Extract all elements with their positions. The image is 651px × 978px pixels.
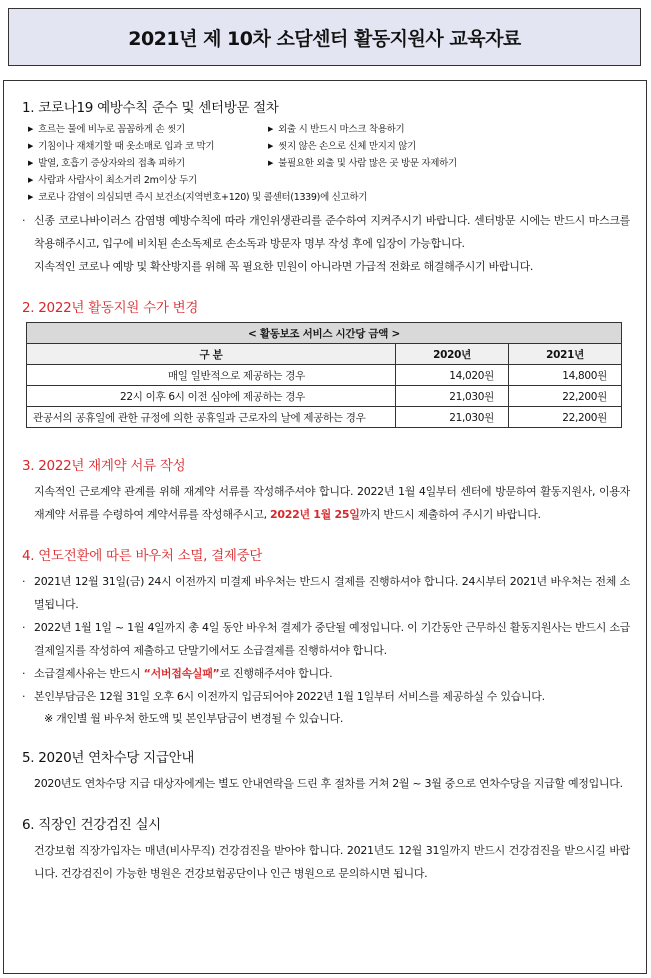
voucher-item: · 본인부담금은 12월 31일 오후 6시 이전까지 입금되어야 2022년 1월 1일부터 서비스를 제공하실 수 있습니다.	[22, 685, 630, 708]
rule-item: ▶ 외출 시 반드시 마스크 착용하기	[268, 124, 405, 135]
section-5-title: 5. 2020년 연차수당 지급안내	[22, 750, 195, 766]
dot-bullet-icon: ·	[22, 690, 26, 703]
dot-bullet-icon: ·	[22, 575, 26, 588]
document-title: 2021년 제 10차 소담센터 활동지원사 교육자료	[128, 27, 521, 50]
rule-item: ▶ 불필요한 외출 및 사람 많은 곳 방문 자제하기	[268, 158, 457, 169]
section-2-title: 2. 2022년 활동지원 수가 변경	[22, 300, 199, 316]
section-1-title: 1. 코로나19 예방수칙 준수 및 센터방문 절차	[22, 100, 279, 116]
section-fee-change	[22, 296, 630, 428]
table-cell: 관공서의 공휴일에 관한 규정에 의한 공휴일과 근로자의 날에 제공하는 경우	[27, 407, 396, 428]
annual-leave-paragraph: 2020년도 연차수당 지급 대상자에게는 별도 안내연락을 드린 후 절차를 거쳐 2월 ~ 3월 중으로 연차수당을 지급할 예정입니다.	[34, 777, 623, 790]
rule-item: ▶ 씻지 않은 손으로 신체 만지지 않기	[268, 141, 416, 152]
table-cell: 22,200원	[509, 386, 622, 407]
table-row	[27, 386, 622, 407]
table-row	[27, 407, 622, 428]
section-annual-leave	[22, 746, 630, 795]
content-body	[22, 96, 630, 885]
table-cell: 21,030원	[396, 386, 509, 407]
table-row	[27, 365, 622, 386]
rule-item: ▶ 사람과 사람사이 최소거리 2m이상 두기	[28, 175, 197, 186]
table-cell: 22,200원	[509, 407, 622, 428]
fee-table-header: 구 분	[27, 344, 396, 365]
health-check-paragraph: 건강보험 직장가입자는 매년(비사무직) 건강검진을 받아야 합니다. 2021년도 12월 31일까지 반드시 건강검진을 받으시길 바랍니다. 건강검진이 가능한 병원은 건강보험공단이나 인근 병원으로 문의하시면 됩니다.	[34, 844, 630, 880]
dot-bullet-icon: ·	[22, 621, 26, 634]
table-cell: 21,030원	[396, 407, 509, 428]
triangle-bullet-icon: ▶	[28, 193, 34, 201]
section-6-title: 6. 직장인 건강검진 실시	[22, 817, 161, 833]
section-health-check	[22, 813, 630, 885]
table-cell: 14,800원	[509, 365, 622, 386]
recontract-paragraph: 지속적인 근로계약 관계를 위해 재계약 서류를 작성해주셔야 합니다. 2022년 1월 4일부터 센터에 방문하여 활동지원사, 이용자 재계약 서류를 수령하여 계약서류를 작성해주시고, 2022년 1월 25일까지 반드시 제출하여 주시기 바랍니다.	[34, 485, 630, 521]
rule-item: ▶ 흐르는 물에 비누로 꼼꼼하게 손 씻기	[28, 124, 185, 135]
covid-visit-paragraph: · 신종 코로나바이러스 감염병 예방수칙에 따라 개인위생관리를 준수하여 지켜주시기 바랍니다. 센터방문 시에는 반드시 마스크를 착용해주시고, 입구에 비치된 손소독제로 손소독과 방문자 명부 작성 후에 입장이 가능합니다.	[22, 209, 630, 255]
covid-phone-paragraph: 지속적인 코로나 예방 및 확산방지를 위해 꼭 필요한 민원이 아니라면 가급적 전화로 해결해주시기 바랍니다.	[34, 260, 534, 273]
triangle-bullet-icon: ▶	[28, 176, 34, 184]
fee-table	[26, 322, 622, 428]
document-title-box	[8, 8, 641, 66]
covid-rules-list	[28, 122, 630, 205]
rule-item: ▶ 발열, 호흡기 증상자와의 접촉 피하기	[28, 158, 185, 169]
voucher-item: · 2022년 1월 1일 ~ 1월 4일까지 총 4일 동안 바우처 결제가 중단될 예정입니다. 이 기간동안 근무하신 활동지원사는 반드시 소급결제일지를 작성하여 제출하고 단말기에서도 소급결제를 진행하셔야 합니다.	[22, 616, 630, 662]
rule-item: ▶ 코로나 감염이 의심되면 즉시 보건소(지역번호+120) 및 콜센터(1339)에 신고하기	[28, 192, 368, 203]
triangle-bullet-icon: ▶	[28, 159, 34, 167]
rule-item: ▶ 기침이나 재채기할 때 옷소매로 입과 코 막기	[28, 141, 215, 152]
section-covid	[22, 96, 630, 278]
table-cell: 22시 이후 6시 이전 심야에 제공하는 경우	[27, 386, 396, 407]
section-4-title: 4. 연도전환에 따른 바우처 소멸, 결제중단	[22, 548, 263, 564]
table-cell: 14,020원	[396, 365, 509, 386]
dot-bullet-icon: ·	[22, 214, 26, 227]
triangle-bullet-icon: ▶	[28, 142, 34, 150]
triangle-bullet-icon: ▶	[268, 159, 274, 167]
voucher-note: ※ 개인별 월 바우처 한도액 및 본인부담금이 변경될 수 있습니다.	[44, 712, 344, 725]
section-3-title: 3. 2022년 재계약 서류 작성	[22, 458, 186, 474]
section-voucher	[22, 544, 630, 730]
reason-highlight: “서버접속실패”	[143, 667, 220, 680]
table-cell: 매일 일반적으로 제공하는 경우	[27, 365, 396, 386]
fee-table-caption: < 활동보조 서비스 시간당 금액 >	[27, 323, 622, 344]
fee-table-header: 2021년	[509, 344, 622, 365]
dot-bullet-icon: ·	[22, 667, 26, 680]
section-recontract	[22, 454, 630, 526]
deadline-highlight: 2022년 1월 25일	[270, 508, 360, 521]
voucher-item: · 소급결제사유는 반드시 “서버접속실패”로 진행해주셔야 합니다.	[22, 662, 630, 685]
triangle-bullet-icon: ▶	[28, 125, 34, 133]
triangle-bullet-icon: ▶	[268, 125, 274, 133]
fee-table-header: 2020년	[396, 344, 509, 365]
voucher-item: · 2021년 12월 31일(금) 24시 이전까지 미결제 바우처는 반드시 결제를 진행하셔야 합니다. 24시부터 2021년 바우처는 전체 소멸됩니다.	[22, 570, 630, 616]
triangle-bullet-icon: ▶	[268, 142, 274, 150]
